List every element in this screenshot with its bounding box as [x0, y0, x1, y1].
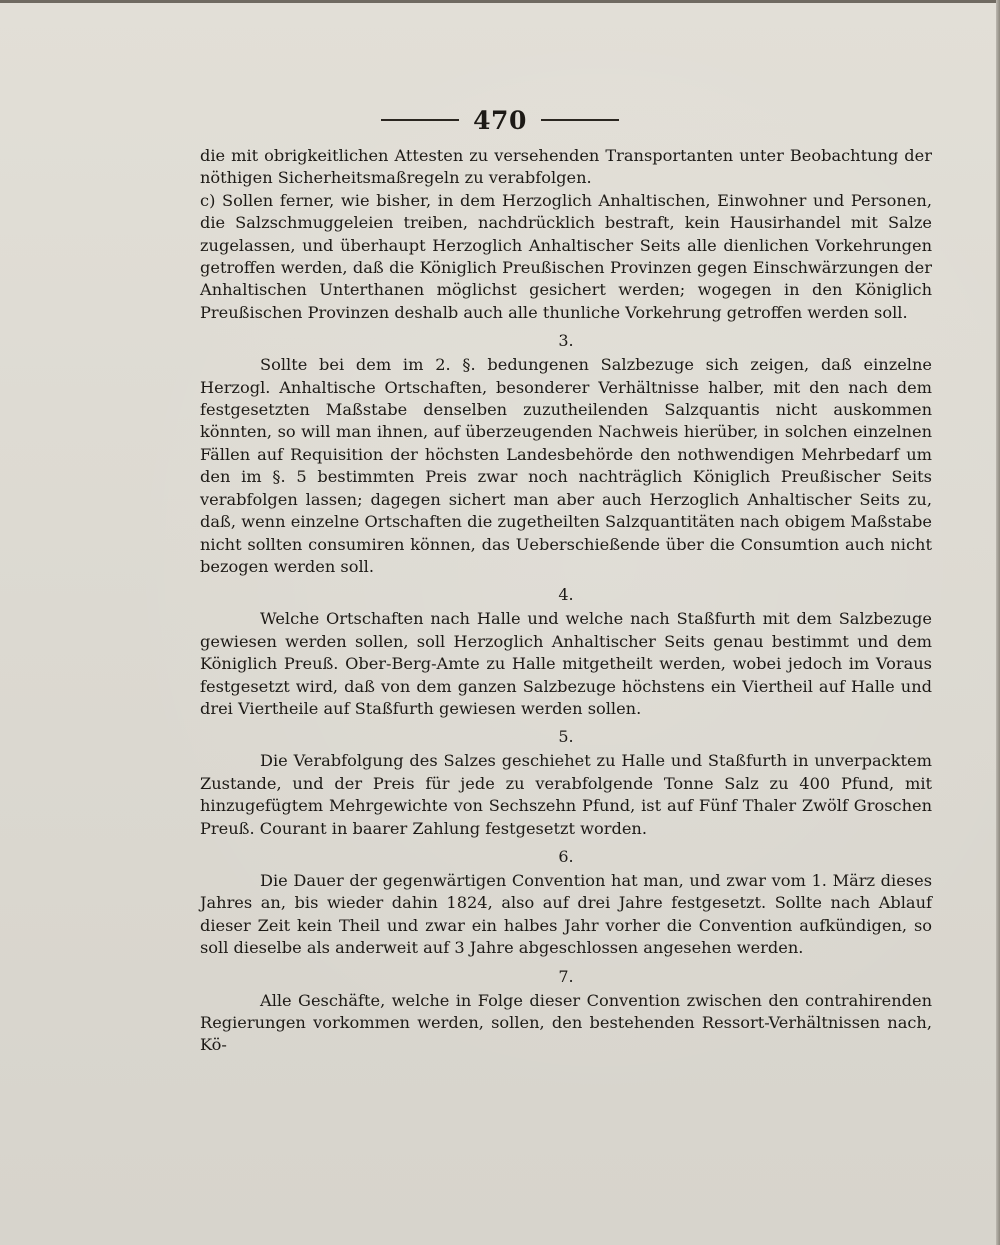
section-number-6: 6.	[558, 846, 574, 866]
page-number: 470	[473, 105, 527, 135]
section-number-5: 5.	[558, 727, 574, 747]
section-6-text: Die Dauer der gegenwärtigen Convention hat man, und zwar vom 1. März dieses Jahres an, bis wieder dahin 1824, also auf drei Jahre festgesetzt. Sollte nach Ablauf dieser Zeit kein Theil und zwar ein halbes Jahr vorher die Convention aufkündigen, so soll dieselbe als anderweit auf 3 Jahre abgeschlossen angesehen werden.	[200, 870, 932, 958]
page-body	[200, 145, 932, 1057]
paragraph-item-c: c) Sollen ferner, wie bisher, in dem Herzoglich Anhaltischen, Einwohner und Personen, die Salzschmuggeleien treiben, nachdrücklich bestraft, kein Hausirhandel mit Salze zugelassen, und überhaupt Herzoglich Anhaltischer Seits alle dienlichen Vorkehrungen getroffen werden, daß die Königlich Preußischen Provinzen gegen Einschwärzungen der Anhaltischen Unterthanen möglichst gesichert werden; wogegen in den Königlich Preußischen Provinzen deshalb auch alle thunliche Vorkehrung getroffen werden soll.	[200, 190, 932, 322]
section-number-3: 3.	[558, 331, 574, 351]
scan-edge-top	[0, 0, 1000, 3]
section-number-7: 7.	[558, 966, 574, 986]
header-rule-left	[381, 119, 459, 121]
section-5-text: Die Verabfolgung des Salzes geschiehet zu Halle und Staßfurth in unverpacktem Zustande, und der Preis für jede zu verabfolgende Tonne Salz zu 400 Pfund, mit hinzugefügtem Mehrgewichte von Sechszehn Pfund, ist auf Fünf Thaler Zwölf Groschen Preuß. Courant in baarer Zahlung festgesetzt worden.	[200, 751, 932, 838]
header-rule-right	[541, 119, 619, 121]
section-4-text: Welche Ortschaften nach Halle und welche nach Staßfurth mit dem Salzbezuge gewiesen werden sollen, soll Herzoglich Anhaltischer Seits genau bestimmt und dem Königlich Preuß. Ober-Berg-Amte zu Halle mitgetheilt werden, wobei jedoch im Voraus festgesetzt wird, daß von dem ganzen Salzbezuge höchstens ein Viertheil auf Halle und drei Viertheile auf Staßfurth gewiesen werden sollen.	[200, 609, 932, 718]
page-header	[0, 100, 1000, 140]
section-3-text: Sollte bei dem im 2. §. bedungenen Salzbezuge sich zeigen, daß einzelne Herzogl. Anhaltische Ortschaften, besonderer Verhältnisse halber, mit den nach dem festgesetzten Maßstabe denselben zuzutheilenden Salzquantis nicht auskommen könnten, so will man ihnen, auf überzeugenden Nachweis hierüber, in solchen einzelnen Fällen auf Requisition der höchsten Landesbehörde den nothwendigen Mehrbedarf um den im §. 5 bestimmten Preis zwar noch nachträglich Königlich Preußischer Seits verabfolgen lassen; dagegen sichert man aber auch Herzoglich Anhaltischer Seits zu, daß, wenn einzelne Ortschaften die zugetheilten Salzquantitäten nach obigem Maßstabe nicht sollten consumiren können, das Ueberschießende über die Consumtion auch nicht bezogen werden soll.	[200, 355, 932, 576]
section-number-4: 4.	[558, 585, 574, 605]
section-7-text: Alle Geschäfte, welche in Folge dieser Convention zwischen den contrahirenden Regierungen vorkommen werden, sollen, den bestehenden Ressort-Verhältnissen nach, Kö-	[200, 990, 932, 1055]
paragraph-continued: die mit obrigkeitlichen Attesten zu versehenden Transportanten unter Beobachtung der nöthigen Sicherheitsmaßregeln zu verabfolgen.	[200, 146, 932, 188]
scan-edge-right	[996, 0, 1000, 1245]
